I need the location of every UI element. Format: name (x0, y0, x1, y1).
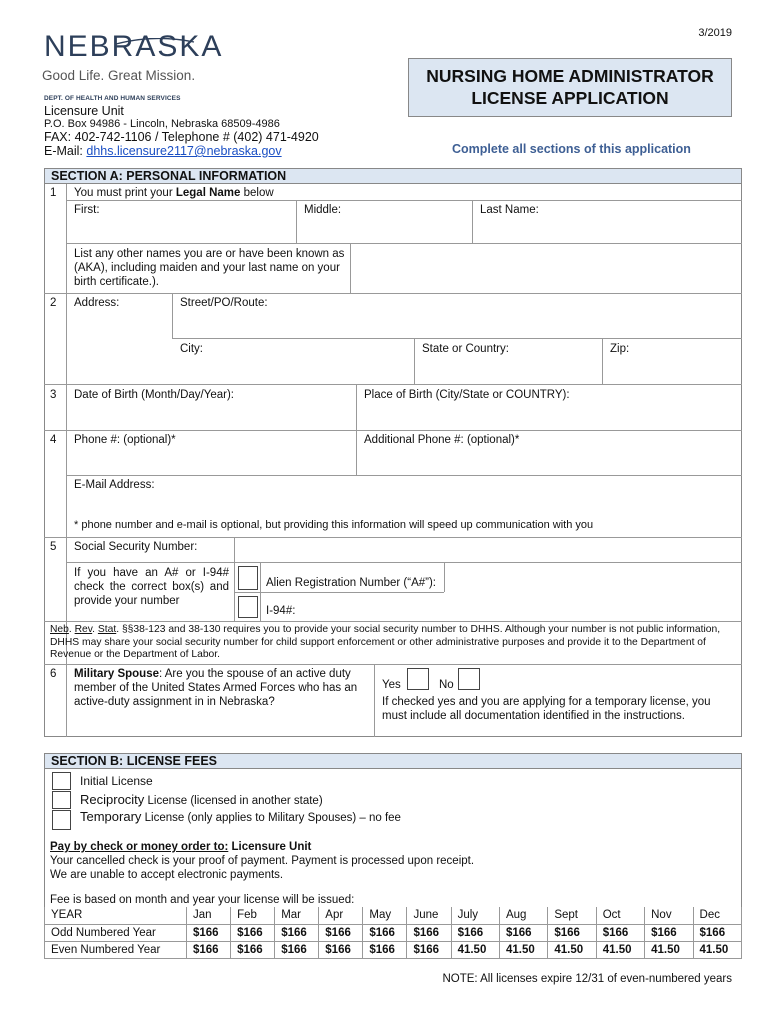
additional-phone-field[interactable]: Additional Phone #: (optional)* (364, 434, 520, 446)
dob-field[interactable]: Date of Birth (Month/Day/Year): (74, 389, 235, 401)
col-oct: Oct (596, 907, 644, 924)
fee-cell: $166 (275, 941, 319, 958)
optional-note: * phone number and e-mail is optional, but providing this information will speed up communication with you (74, 519, 594, 531)
section-a-grid (44, 168, 742, 737)
fee-cell: 41.50 (548, 941, 596, 958)
form-title-line2: LICENSE APPLICATION (471, 88, 669, 108)
fee-cell: $166 (319, 941, 363, 958)
fee-table (44, 907, 742, 959)
i94-field[interactable]: I-94#: (266, 605, 296, 617)
form-title-line1: NURSING HOME ADMINISTRATOR (426, 66, 714, 86)
section-a-title: SECTION A: PERSONAL INFORMATION (45, 169, 741, 184)
form-title-box (408, 58, 732, 117)
fee-cell: 41.50 (499, 941, 547, 958)
fee-cell: $166 (407, 924, 451, 941)
col-apr: Apr (319, 907, 363, 924)
fee-cell: $166 (275, 924, 319, 941)
fee-cell: $166 (319, 924, 363, 941)
email-field[interactable]: E-Mail Address: (74, 479, 155, 491)
military-question: Military Spouse: Are you the spouse of an active duty member of the United States Armed Forces who has an active-duty assignment in in Nebraska? (74, 668, 358, 708)
initial-license-label: Initial License (80, 774, 153, 788)
q3-number: 3 (50, 389, 57, 401)
col-jan: Jan (187, 907, 231, 924)
email-line (44, 144, 282, 158)
first-name-field[interactable]: First: (74, 204, 100, 216)
cancelled-check-note: Your cancelled check is your proof of payment. Payment is processed upon receipt. (50, 855, 475, 867)
logo-nebraska: NEBRASKA (44, 30, 224, 63)
fee-cell: 41.50 (693, 941, 741, 958)
section-b-title: SECTION B: LICENSE FEES (45, 754, 741, 769)
pob-field[interactable]: Place of Birth (City/State or COUNTRY): (364, 389, 570, 401)
fee-row-odd (45, 924, 742, 941)
address-label: Address: (74, 297, 120, 309)
email-link[interactable]: dhhs.licensure2117@nebraska.gov (86, 144, 282, 158)
phone-field[interactable]: Phone #: (optional)* (74, 434, 176, 446)
q4-number: 4 (50, 434, 57, 446)
yes-checkbox[interactable] (407, 668, 429, 690)
state-field[interactable]: State or Country: (422, 343, 509, 355)
i94-checkbox[interactable] (238, 596, 258, 618)
fee-cell: $166 (596, 924, 644, 941)
anum-instruction: If you have an A# or I-94# check the correct box(s) and provide your number (74, 567, 229, 607)
ssn-label: Social Security Number: (74, 541, 198, 553)
legal-name-instruction: You must print your Legal Name below (74, 187, 274, 199)
col-june: June (407, 907, 451, 924)
col-mar: Mar (275, 907, 319, 924)
no-label: No (439, 679, 454, 691)
no-checkbox[interactable] (458, 668, 480, 690)
fee-cell: $166 (363, 941, 407, 958)
middle-name-field[interactable]: Middle: (304, 204, 342, 216)
fee-cell: 41.50 (451, 941, 499, 958)
logo-dept: DEPT. OF HEALTH AND HUMAN SERVICES (44, 95, 181, 102)
col-july: July (451, 907, 499, 924)
section-b-content (44, 753, 742, 959)
reciprocity-label: Reciprocity License (licensed in another state) (80, 792, 323, 807)
fee-cell: $166 (693, 924, 741, 941)
mailing-address: P.O. Box 94986 - Lincoln, Nebraska 68509-4986 (44, 118, 280, 130)
fee-cell: 41.50 (645, 941, 693, 958)
fee-cell: $166 (187, 941, 231, 958)
temporary-label: Temporary License (only applies to Military Spouses) – no fee (80, 809, 401, 824)
statute-note: Neb. Rev. Stat. §§38-123 and 38-130 requires you to provide your social security number to DHHS. Although your number is not public information, DHHS may share your social security number for child support enforcement or other administrative purposes and provide it to the Department of Revenue or the Department of Labor. (50, 624, 721, 660)
fee-cell: $166 (451, 924, 499, 941)
zip-field[interactable]: Zip: (610, 343, 630, 355)
email-label: E-Mail: (44, 144, 83, 158)
row-label: Even Numbered Year (45, 941, 187, 958)
fee-cell: $166 (407, 941, 451, 958)
col-nov: Nov (645, 907, 693, 924)
row-label: Odd Numbered Year (45, 924, 187, 941)
no-electronic-note: We are unable to accept electronic payments. (50, 869, 284, 881)
col-year: YEAR (45, 907, 187, 924)
fee-cell: $166 (363, 924, 407, 941)
complete-all-note: Complete all sections of this application (452, 142, 691, 156)
fee-cell: $166 (187, 924, 231, 941)
fee-table-header (45, 907, 742, 924)
fax-phone: FAX: 402-742-1106 / Telephone # (402) 471-4920 (44, 130, 319, 144)
yes-label: Yes (382, 679, 401, 691)
fee-cell: 41.50 (596, 941, 644, 958)
logo-tagline: Good Life. Great Mission. (42, 68, 196, 83)
last-name-field[interactable]: Last Name: (480, 204, 539, 216)
q5-number: 5 (50, 541, 57, 553)
expiry-note: NOTE: All licenses expire 12/31 of even-numbered years (442, 973, 732, 985)
col-aug: Aug (499, 907, 547, 924)
q1-number: 1 (50, 187, 57, 199)
fee-row-even (45, 941, 742, 958)
col-feb: Feb (231, 907, 275, 924)
alien-field[interactable]: Alien Registration Number (“A#”): (266, 577, 437, 589)
fee-cell: $166 (548, 924, 596, 941)
fee-basis-note: Fee is based on month and year your license will be issued: (50, 894, 355, 906)
fee-cell: $166 (231, 924, 275, 941)
q6-number: 6 (50, 668, 57, 680)
col-may: May (363, 907, 407, 924)
initial-license-checkbox[interactable] (52, 772, 71, 790)
fee-cell: $166 (645, 924, 693, 941)
military-note: If checked yes and you are applying for a temporary license, you must include all documentation identified in the instructions. (382, 696, 711, 722)
temporary-checkbox[interactable] (52, 810, 71, 830)
fee-cell: $166 (231, 941, 275, 958)
col-sept: Sept (548, 907, 596, 924)
licensure-unit: Licensure Unit (44, 104, 124, 118)
fee-cell: $166 (499, 924, 547, 941)
q2-number: 2 (50, 297, 57, 309)
street-field[interactable]: Street/PO/Route: (180, 297, 268, 309)
pay-to: Pay by check or money order to: Licensure Unit (50, 841, 312, 853)
alien-checkbox[interactable] (238, 566, 258, 590)
reciprocity-checkbox[interactable] (52, 791, 71, 809)
aka-field[interactable]: List any other names you are or have been known as (AKA), including maiden and your last name on your birth certificate.). (74, 248, 345, 288)
form-date: 3/2019 (698, 27, 732, 39)
city-field[interactable]: City: (180, 343, 203, 355)
col-dec: Dec (693, 907, 741, 924)
